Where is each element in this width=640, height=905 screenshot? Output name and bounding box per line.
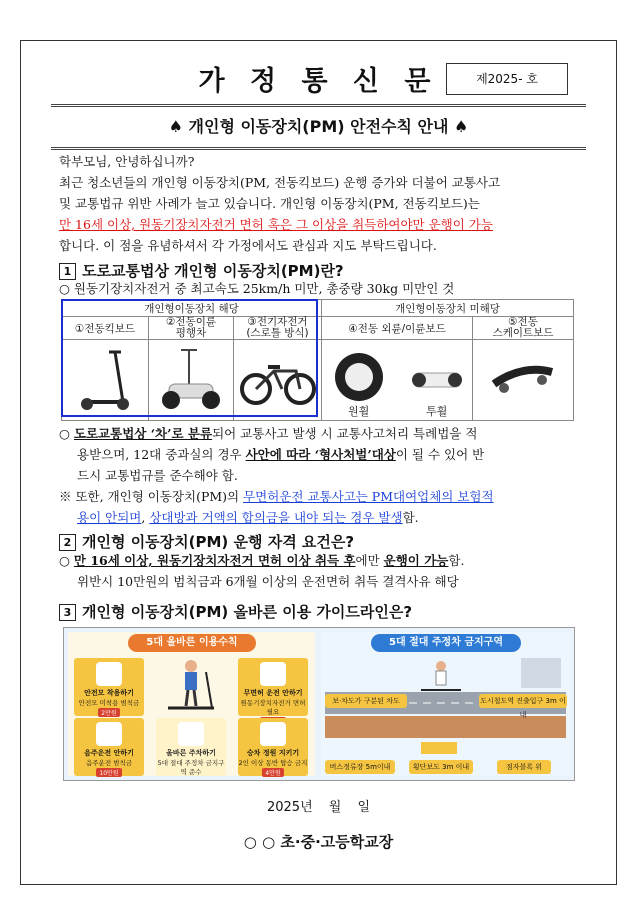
label-one-wheel: 원휠 bbox=[348, 405, 370, 418]
section1-bullet-2: ※ 또한, 개인형 이동장치(PM)의 무면허운전 교통사고는 PM대여업체의 보험적 용이 안되며, 상대방과 거액의 합의금을 내야 되는 경우 발생함. bbox=[59, 489, 494, 525]
rider-illustration bbox=[156, 658, 226, 716]
notice-page bbox=[20, 40, 617, 885]
zone-crosswalk: 횡단보도 3m 이내 bbox=[409, 760, 473, 774]
no-parking-zones-title: 5대 절대 주정차 금지구역 bbox=[371, 634, 521, 652]
rule-card-no-drunk: 음주운전 안하기 음주운전 범칙금 10만원 bbox=[74, 718, 144, 776]
item-e-skateboard: ⑤전동 스케이트보드 bbox=[473, 317, 574, 340]
settlement-note: 상대방과 거액의 합의금을 내야 되는 경우 발생 bbox=[149, 510, 403, 525]
table-head-not-applicable: 개인형이동장치 미해당 bbox=[322, 300, 574, 317]
pm-classification-table bbox=[61, 299, 574, 421]
criminal-punishment: 사안에 따라 ‘형사처벌’대상 bbox=[245, 447, 396, 462]
intro-line-4: 합니다. 이 점을 유념하셔서 각 가정에서도 관심과 지도 부탁드립니다. bbox=[59, 238, 437, 253]
school-signature: ○ ○ 초·중·고등학교장 bbox=[243, 833, 394, 851]
section1-number: 1 bbox=[59, 263, 76, 280]
notice-title: 가 정 통 신 문 bbox=[198, 66, 439, 97]
intro-line-2: 및 교통법규 위반 사례가 늘고 있습니다. 개인형 이동장치(PM, 전동킥보드)는 bbox=[59, 196, 480, 211]
rule-card-license: 무면허 운전 안하기 원동기장치자전거 면허 필요 bbox=[238, 658, 308, 716]
zone-bus-stop: 버스정류장 5m이내 bbox=[325, 760, 395, 774]
ebike-image bbox=[234, 340, 322, 421]
greeting: 학부모님, 안녕하십니까? bbox=[59, 154, 195, 169]
section1-title: 도로교통법상 개인형 이동장치(PM)란? bbox=[82, 262, 344, 280]
section3-heading bbox=[59, 601, 412, 622]
pm-definition: ○ 원동기장치자전거 중 최고속도 25km/h 미만, 총중량 30kg 미만인 것 bbox=[59, 281, 455, 296]
zone-subway-exit: 도시철도역 진출입구 3m 이내 bbox=[479, 694, 567, 708]
intro-line-1: 최근 청소년들의 개인형 이동장치(PM, 전동킥보드) 운행 증가와 더불어 교통사고 bbox=[59, 175, 501, 190]
item-wheel-board: ④전동 외륜/이륜보드 bbox=[322, 317, 473, 340]
guideline-infographic bbox=[63, 627, 575, 781]
rule-card-capacity: 승차 정원 지키기 2인 이상 동반 탑승 금지 4만원 bbox=[238, 718, 308, 776]
section3-number: 3 bbox=[59, 604, 76, 621]
item-balance-vehicle: ②전동이륜 평행차 bbox=[149, 317, 234, 340]
section2-body: ○ 만 16세 이상, 원동기장치자전거 면허 이상 취득 후에만 운행이 가능함. 위반시 10만원의 범칙금과 6개월 이상의 운전면허 취득 결격사유 해당 bbox=[59, 550, 589, 592]
no-drinking-icon bbox=[96, 722, 122, 746]
section1-bullet-1: ○ 도로교통법상 ‘차’로 분류되어 교통사고 발생 시 교통사고처리 특례법을 적 용받으며, 12대 중과실의 경우 사안에 따라 ‘형사처벌’대상이 될 수 있어 반 드시 교통법규를 준수해야 함. bbox=[59, 426, 485, 483]
no-double-ride-icon bbox=[260, 722, 286, 746]
zone-braille-block: 점자블록 위 bbox=[497, 760, 551, 774]
label-two-wheel: 투휠 bbox=[426, 405, 448, 418]
section3-title: 개인형 이동장치(PM) 올바른 이용 가이드라인은? bbox=[82, 603, 413, 621]
parking-icon bbox=[178, 722, 204, 746]
violation-penalty: 위반시 10만원의 범칙금과 6개월 이상의 운전면허 취득 결격사유 해당 bbox=[77, 574, 459, 589]
no-parking-zones-panel bbox=[321, 632, 570, 776]
item-kickboard: ①전동킥보드 bbox=[62, 317, 149, 340]
balance-vehicle-image bbox=[149, 340, 234, 421]
notice-banner: ♠ 개인형 이동장치(PM) 안전수칙 안내 ♠ bbox=[51, 104, 586, 150]
intro-line-red: 만 16세 이상, 원동기장치자전거 면허 혹은 그 이상을 취득하여야만 운행이 가능 bbox=[59, 217, 493, 232]
rule-card-helmet: 안전모 착용하기 안전모 미착용 범칙금 2만원 bbox=[74, 658, 144, 716]
zone-roadway: 보·차도가 구분된 차도 bbox=[325, 694, 407, 708]
intro-paragraph bbox=[59, 151, 584, 256]
kickboard-image bbox=[62, 340, 149, 421]
wheel-board-images bbox=[322, 340, 473, 421]
e-skateboard-image bbox=[473, 340, 574, 421]
section2-heading bbox=[59, 531, 354, 552]
license-icon bbox=[260, 662, 286, 686]
rule-card-parking: 올바른 주차하기 5대 절대 주정차 금지구역 준수 bbox=[156, 718, 226, 776]
no-insurance-note: 무면허운전 교통사고는 PM대여업체의 보험적 bbox=[243, 489, 494, 504]
table-head-applicable: 개인형이동장치 해당 bbox=[62, 300, 322, 317]
section2-title: 개인형 이동장치(PM) 운행 자격 요건은? bbox=[82, 533, 355, 551]
classified-as-vehicle: 도로교통법상 ‘차’로 분류 bbox=[73, 426, 213, 441]
helmet-icon bbox=[96, 662, 122, 686]
issue-number-box: 제2025- 호 bbox=[446, 63, 568, 95]
issue-date: 2025년 월 일 bbox=[266, 800, 371, 815]
section2-number: 2 bbox=[59, 534, 76, 551]
usage-rules-title: 5대 올바른 이용수칙 bbox=[128, 634, 256, 652]
item-ebike: ③전기자전거 (스로틀 방식) bbox=[234, 317, 322, 340]
usage-rules-panel bbox=[68, 632, 315, 776]
age-license-requirement: 만 16세 이상, 원동기장치자전거 면허 이상 취득 후 bbox=[73, 553, 356, 568]
